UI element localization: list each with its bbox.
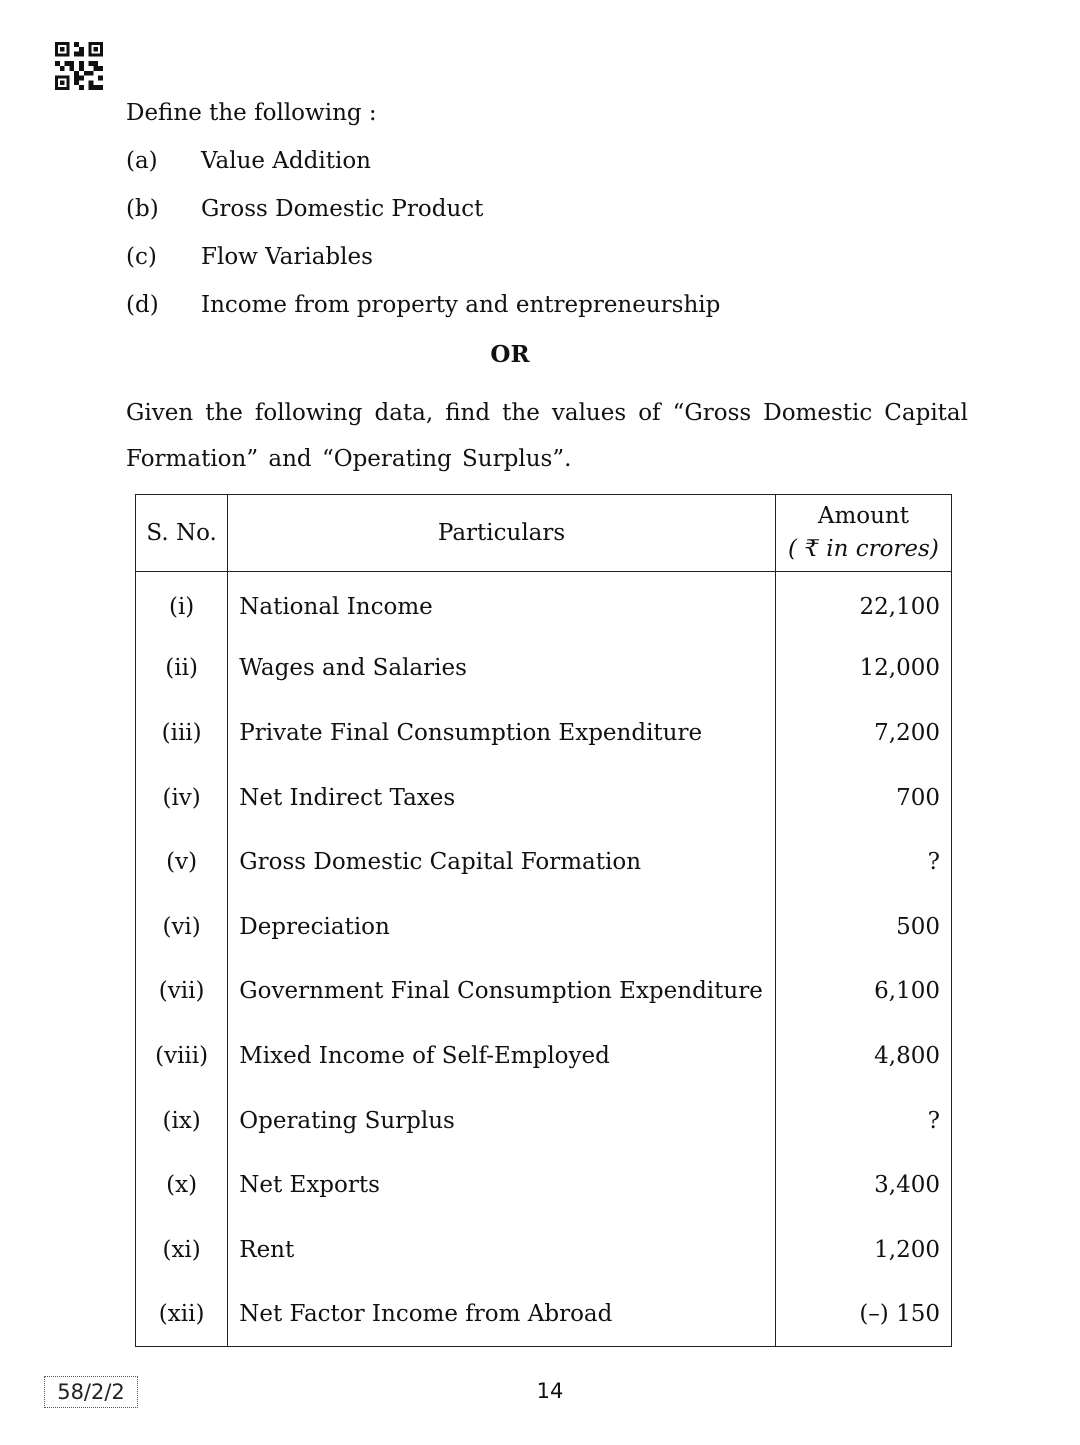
row-amount: 6,100 [775, 959, 951, 1024]
row-amount: 1,200 [775, 1217, 951, 1282]
row-particulars: Government Final Consumption Expenditure [228, 959, 776, 1024]
list-item [126, 290, 720, 338]
header-sno: S. No. [136, 495, 228, 572]
table-row [136, 1088, 952, 1153]
row-particulars: Net Factor Income from Abroad [228, 1282, 776, 1347]
row-particulars: Wages and Salaries [228, 636, 776, 701]
table-row [136, 1282, 952, 1347]
table-row [136, 765, 952, 830]
item-text: Gross Domestic Product [201, 196, 484, 222]
row-amount: ? [775, 1088, 951, 1153]
table-header-row [136, 495, 952, 572]
table-row [136, 830, 952, 895]
row-sno: (iii) [136, 701, 228, 766]
row-amount: (–) 150 [775, 1282, 951, 1347]
row-amount: 22,100 [775, 572, 951, 637]
table-row [136, 1024, 952, 1089]
table-row [136, 894, 952, 959]
item-text: Income from property and entrepreneurship [201, 292, 721, 318]
qr-code-icon [54, 42, 104, 90]
row-sno: (viii) [136, 1024, 228, 1089]
row-particulars: Gross Domestic Capital Formation [228, 830, 776, 895]
data-table [135, 494, 952, 1347]
header-amount-label: Amount [817, 503, 909, 529]
header-particulars: Particulars [228, 495, 776, 572]
row-sno: (v) [136, 830, 228, 895]
row-particulars: Net Indirect Taxes [228, 765, 776, 830]
row-sno: (i) [136, 572, 228, 637]
row-particulars: Net Exports [228, 1153, 776, 1218]
row-particulars: National Income [228, 572, 776, 637]
alternative-question: Given the following data, find the values of “Gross Domestic Capital Formation” and “Operating Surplus”. [126, 400, 968, 472]
row-particulars: Rent [228, 1217, 776, 1282]
row-amount: 7,200 [775, 701, 951, 766]
row-particulars: Depreciation [228, 894, 776, 959]
row-sno: (xi) [136, 1217, 228, 1282]
row-amount: 500 [775, 894, 951, 959]
page-number: 14 [536, 1379, 564, 1403]
paper-code: 58/2/2 [44, 1376, 138, 1408]
item-text: Value Addition [201, 148, 371, 174]
table-row [136, 636, 952, 701]
item-label: (b) [126, 196, 159, 222]
or-separator: OR [490, 341, 530, 368]
header-amount [775, 495, 951, 572]
row-particulars: Operating Surplus [228, 1088, 776, 1153]
row-sno: (vii) [136, 959, 228, 1024]
row-particulars: Private Final Consumption Expenditure [228, 701, 776, 766]
row-sno: (x) [136, 1153, 228, 1218]
row-amount: 3,400 [775, 1153, 951, 1218]
table-row [136, 572, 952, 637]
row-sno: (ii) [136, 636, 228, 701]
row-amount: 4,800 [775, 1024, 951, 1089]
header-amount-unit: ( ₹ in crores) [787, 536, 939, 562]
definition-list [126, 146, 720, 338]
table-row [136, 1153, 952, 1218]
row-sno: (ix) [136, 1088, 228, 1153]
item-label: (a) [126, 148, 158, 174]
table-row [136, 959, 952, 1024]
list-item [126, 146, 720, 194]
table-row [136, 1217, 952, 1282]
row-amount: 12,000 [775, 636, 951, 701]
list-item [126, 194, 720, 242]
row-sno: (xii) [136, 1282, 228, 1347]
list-item [126, 242, 720, 290]
table-row [136, 701, 952, 766]
question-prompt: Define the following : [126, 100, 377, 126]
row-sno: (vi) [136, 894, 228, 959]
row-particulars: Mixed Income of Self-Employed [228, 1024, 776, 1089]
item-label: (c) [126, 244, 157, 270]
item-label: (d) [126, 292, 159, 318]
item-text: Flow Variables [201, 244, 373, 270]
row-amount: ? [775, 830, 951, 895]
row-sno: (iv) [136, 765, 228, 830]
row-amount: 700 [775, 765, 951, 830]
